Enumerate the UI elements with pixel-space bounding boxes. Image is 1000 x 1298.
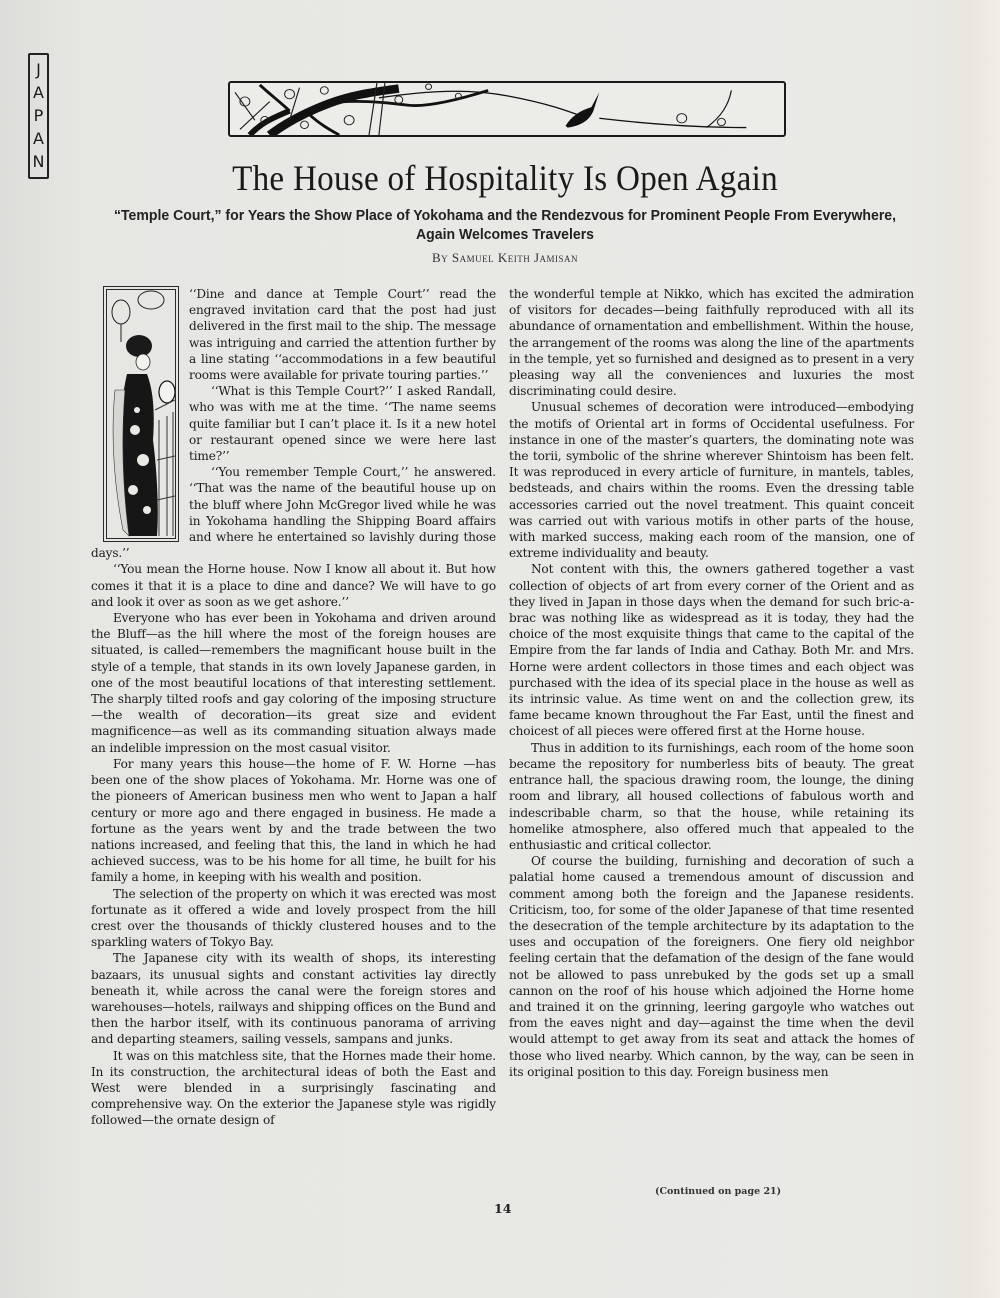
paragraph: Unusual schemes of decoration were introduced—embodying the motifs of Oriental art in forms of Occidental usefulness. For instance in one of the master’s quarters, the dominating note was the torii, symbolic of the shrine wherever Shintoism has been felt. It was reproduced in every article of furniture, in mantels, tables, bedsteads, and chairs within the rooms. Even the dressing table accessories carried out the novel treatment. This quaint conceit was carried out with various motifs in other parts of the house, with marked success, making each room of the mansion, one of extreme individuality and beauty. <box>509 400 914 561</box>
section-tab-letter: J <box>36 59 41 79</box>
header-illustration <box>228 81 786 137</box>
paragraph: the wonderful temple at Nikko, which has excited the admiration of visitors for decades—being faithfully reproduced with all its abundance of ornamentation and embellishment. Within the house, the arrangement of the rooms was along the line of the apartments in the temple, yet so furnished and designed as to present in a very pleasing way all the conveniences and luxuries the most discriminating could desire. <box>509 287 914 399</box>
paragraph: For many years this house—the home of F. W. Horne —has been one of the show places of Yokohama. Mr. Horne was one of the pioneers of American business men who went to Japan a half century or more ago and there engaged in business. He made a fortune as the years went by and the trade between the two nations increased, and feeling that this, the land in which he had achieved success, was to be his home for all time, he built for his family a home, in keeping with his wealth and position. <box>91 756 496 885</box>
paragraph: ‘‘You mean the Horne house. Now I know all about it. But how comes it that it is a place to dine and dance? We will have to go and look it over as soon as we get ashore.’’ <box>91 562 496 609</box>
article-column-right <box>509 286 914 1080</box>
article-title: The House of Hospitality Is Open Again <box>232 158 778 198</box>
page-number: 14 <box>494 1201 512 1216</box>
paragraph: Thus in addition to its furnishings, each room of the home soon became the repository for numberless bits of beauty. The great entrance hall, the spacious drawing room, the lounge, the dining room and library, all housed collections of fabulous worth and indescribable charm, so that the house, while retaining its homelike atmosphere, also offered much that appealed to the enthusiastic and critical collector. <box>509 740 914 852</box>
section-tab-letter: A <box>33 129 44 149</box>
paragraph: ‘‘You remember Temple Court,’’ he answered. ‘‘That was the name of the beautiful house up on the bluff where John McGregor lived while he was in Yokohama handling the Shipping Board affairs and where he entertained so lavishly during those days.’’ <box>91 465 496 561</box>
paragraph: It was on this matchless site, that the Hornes made their home. In its construction, the architectural ideas of both the East and West were blended in a surprisingly fascinating and comprehensive way. On the exterior the Japanese style was rigidly followed—the ornate design of <box>91 1048 496 1128</box>
paragraph: ‘‘Dine and dance at Temple Court’’ read the engraved invitation card that the post had just delivered in the first mail to the ship. The message was intriguing and carried the attention further by a line stating ‘‘accommodations in a few beautiful rooms were available for private touring parties.’’ <box>189 287 496 383</box>
section-tab-letter: A <box>33 82 44 102</box>
paragraph: Of course the building, furnishing and decoration of such a palatial home caused a tremendous amount of discussion and comment among both the foreign and the Japanese residents. Criticism, too, for some of the older Japanese of that time resented the desecration of the temple architecture by its adaptation to the uses and occupation of the foreigners. One fiery old neighbor feeling certain that the defamation of the design of the fane would not be allowed to pass unrebuked by the gods set up a small cannon on the roof of his house which adjoined the Horne home and trained it on the grinning, leering gargoyle who watches out from the eaves night and day—against the time when the devil would attempt to get away from its seat and attack the homes of those who lived nearby. Which cannon, by the way, can be seen in its original position to this day. Foreign business men <box>509 854 914 1079</box>
paragraph: Everyone who has ever been in Yokohama and driven around the Bluff—as the hill where the most of the foreign houses are situated, is called—remembers the magnificant house built in the style of a temple, that stands in its own lovely Japanese garden, in one of the most beautiful locations of that interesting settlement. The sharply tilted roofs and gay coloring of the imposing structure—the wealth of decoration—its great size and evident magnificence—as well as its commanding situation always made an indelible impression on the most casual visitor. <box>91 611 496 755</box>
section-tab-letter: N <box>32 152 45 172</box>
geisha-illustration-icon <box>107 290 175 538</box>
section-tab-letter: P <box>33 105 44 125</box>
article-column-left <box>91 286 496 1129</box>
geisha-figure <box>103 286 179 542</box>
continued-note: (Continued on page 21) <box>655 1186 782 1197</box>
article-subtitle: “Temple Court,” for Years the Show Place of Yokohama and the Rendezvous for Prominent People From Everywhere, Again Welcomes Travelers <box>113 208 897 243</box>
cherry-blossom-bird-icon <box>230 83 784 135</box>
paragraph: ‘‘What is this Temple Court?’’ I asked Randall, who was with me at the time. ‘‘The name seems quite familiar but I can’t place it. Is it a new hotel or restaurant opened since we were here last time?’’ <box>189 384 496 464</box>
paragraph: The Japanese city with its wealth of shops, its interesting bazaars, its unusual sights and constant activities lay directly beneath it, while across the canal were the foreign stores and warehouses—hotels, railways and shipping offices on the Bund and then the harbor itself, with its continuous panorama of arriving and departing steamers, sailing vessels, sampans and junks. <box>91 951 496 1047</box>
paragraph: Not content with this, the owners gathered together a vast collection of objects of art from every corner of the Orient and as they lived in Japan in those days when the demand for such bric-a-brac was nothing like as widespread as it is today, they had the choice of the most exquisite things that came to the capital of the Empire from the far lands of India and Cathay. Both Mr. and Mrs. Horne were ardent collectors in those times and each object was purchased with the idea of its special place in the house as well as its intrinsic value. As time went on and the collection grew, its fame became known throughout the Far East, until the finest and choicest of all pieces were offered first at the Horne house. <box>509 562 914 739</box>
article-byline: By Samuel Keith Jamisan <box>431 250 579 265</box>
paragraph: The selection of the property on which it was erected was most fortunate as it offered a wide and lovely prospect from the hill crest over the thousands of thickly clustered houses and to the sparkling waters of Tokyo Bay. <box>91 886 496 950</box>
